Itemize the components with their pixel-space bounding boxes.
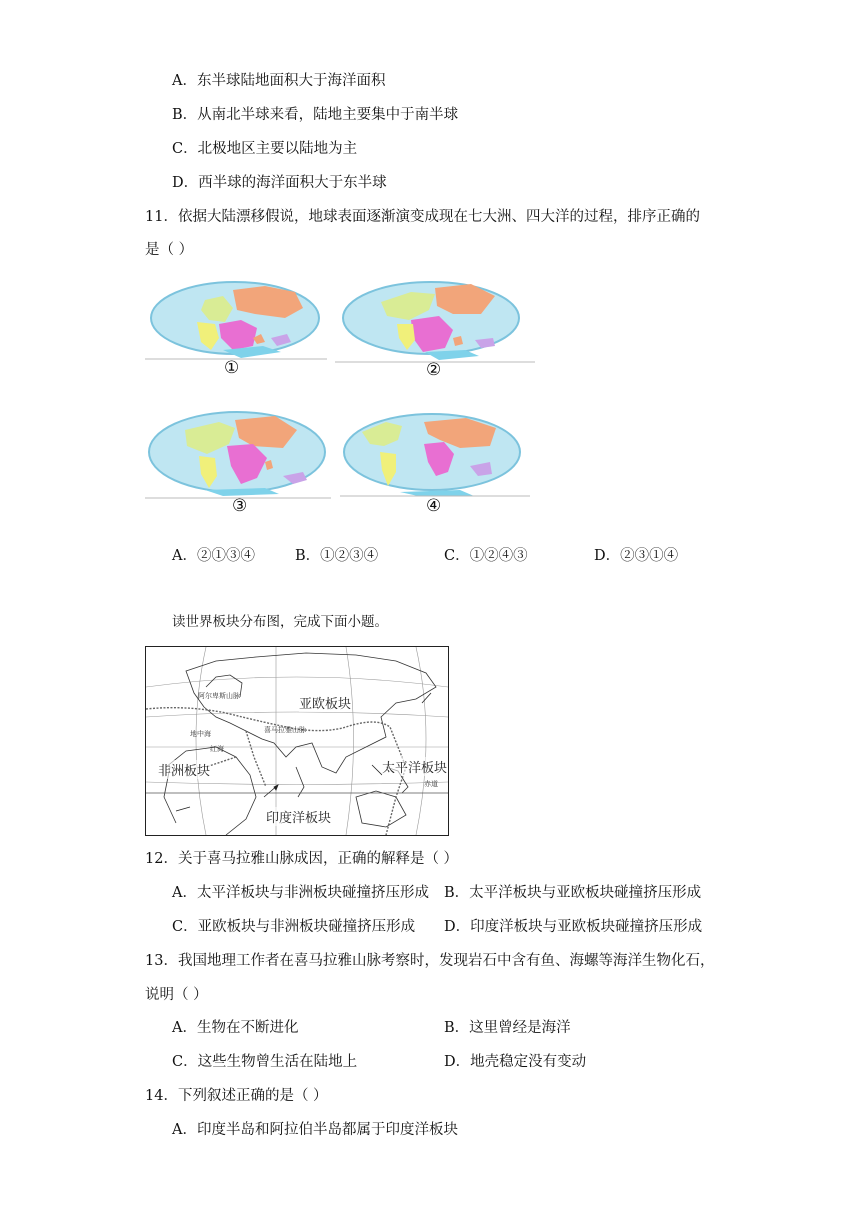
- label-pacific-plate: 太平洋板块: [382, 757, 447, 776]
- label-himalaya: 喜马拉雅山脉: [264, 726, 306, 734]
- q11-option-b: B．①②③④: [295, 548, 379, 564]
- q10-option-b: B．从南北半球来看，陆地主要集中于南半球: [172, 107, 459, 123]
- map-4-caption: ④: [426, 496, 442, 516]
- q11-option-a: A．②①③④: [172, 548, 255, 564]
- q13-stem-line2: 说明（ ）: [145, 987, 208, 1003]
- label-mediterranean: 地中海: [190, 730, 211, 738]
- continental-drift-map-2: [335, 280, 535, 364]
- continental-drift-map-3: [145, 410, 331, 500]
- map-3-caption: ③: [232, 496, 248, 516]
- reading-intro: 读世界板块分布图，完成下面小题。: [172, 614, 388, 630]
- q12-option-d: D．印度洋板块与亚欧板块碰撞挤压形成: [444, 919, 703, 935]
- q10-option-a: A．东半球陆地面积大于海洋面积: [172, 73, 386, 89]
- q13-option-c: C．这些生物曾生活在陆地上: [172, 1054, 358, 1070]
- label-eurasian-plate: 亚欧板块: [299, 693, 351, 712]
- q14-option-a: A．印度半岛和阿拉伯半岛都属于印度洋板块: [172, 1122, 458, 1138]
- q11-stem-line2: 是（ ）: [145, 242, 194, 258]
- q12-option-b: B．太平洋板块与亚欧板块碰撞挤压形成: [444, 885, 702, 901]
- q14-stem: 14．下列叙述正确的是（ ）: [145, 1088, 328, 1104]
- q12-stem: 12．关于喜马拉雅山脉成因，正确的解释是（ ）: [145, 851, 459, 867]
- q12-option-c: C．亚欧板块与非洲板块碰撞挤压形成: [172, 919, 416, 935]
- q10-option-c: C．北极地区主要以陆地为主: [172, 141, 358, 157]
- q13-option-a: A．生物在不断进化: [172, 1020, 299, 1036]
- q12-option-a: A．太平洋板块与非洲板块碰撞挤压形成: [172, 885, 429, 901]
- q11-option-d: D．②③①④: [594, 548, 679, 564]
- continental-drift-map-1: [145, 280, 327, 362]
- q13-stem-line1: 13．我国地理工作者在喜马拉雅山脉考察时，发现岩石中含有鱼、海螺等海洋生物化石，: [145, 953, 715, 969]
- label-alps: 阿尔卑斯山脉: [198, 692, 240, 700]
- q13-option-d: D．地壳稳定没有变动: [444, 1054, 587, 1070]
- world-plate-map: [145, 646, 449, 836]
- q11-option-c: C．①②④③: [444, 548, 528, 564]
- continental-drift-map-4: [340, 410, 530, 500]
- q10-option-d: D．西半球的海洋面积大于东半球: [172, 175, 387, 191]
- label-red-sea: 红海: [210, 745, 224, 753]
- label-african-plate: 非洲板块: [158, 760, 210, 779]
- q11-stem-line1: 11．依据大陆漂移假说，地球表面逐渐演变成现在七大洲、四大洋的过程，排序正确的: [145, 209, 700, 225]
- label-equator: 赤道: [424, 780, 438, 788]
- map-1-caption: ①: [224, 358, 240, 378]
- label-indian-plate: 印度洋板块: [266, 807, 331, 826]
- map-2-caption: ②: [426, 360, 442, 380]
- q13-option-b: B．这里曾经是海洋: [444, 1020, 571, 1036]
